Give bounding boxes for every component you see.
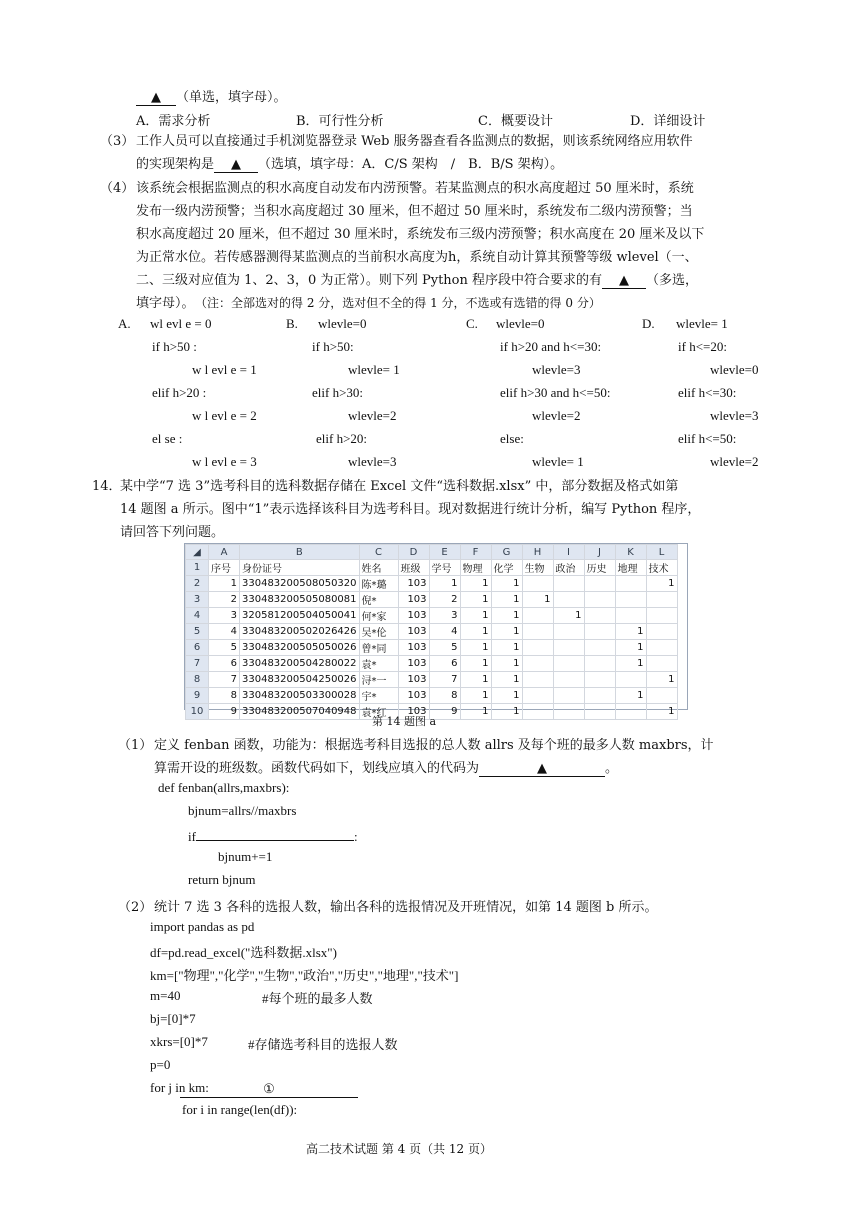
header-cell: 姓名	[359, 560, 398, 576]
header-cell: 政治	[553, 560, 584, 576]
header-cell: 身份证号	[240, 560, 360, 576]
code-line: elif h>20:	[316, 431, 368, 446]
table-cell	[646, 656, 677, 672]
code-line: wlevle=0	[496, 316, 545, 331]
table-cell: 1	[522, 592, 553, 608]
table-cell: 1	[646, 704, 677, 720]
code-line: if h>50 :	[152, 339, 197, 354]
header-row	[186, 560, 678, 576]
row-number: 1	[186, 560, 209, 576]
header-cell: 历史	[584, 560, 615, 576]
sheet-body	[186, 576, 678, 720]
q14-part1-line1: 定义 fenban 函数，功能为：根据选考科目选报的总人数 allrs 及每个班的最多人数 maxbrs，计	[154, 738, 714, 753]
row-number: 9	[186, 688, 209, 704]
table-cell: 浔*一	[359, 672, 398, 688]
table-row	[186, 624, 678, 640]
table-cell: 5	[209, 640, 240, 656]
code-line: elif h<=50:	[678, 431, 737, 446]
table-cell	[522, 576, 553, 592]
table-cell: 2	[209, 592, 240, 608]
code-line: else:	[500, 431, 524, 446]
table-cell	[553, 592, 584, 608]
row-number: 5	[186, 624, 209, 640]
table-cell: 8	[429, 688, 460, 704]
table-cell: 1	[615, 624, 646, 640]
table-cell: 倪*	[359, 592, 398, 608]
code-line: bj=[0]*7	[150, 1011, 196, 1026]
table-cell: 7	[429, 672, 460, 688]
answer-blank[interactable]: ▲	[479, 761, 605, 777]
code-line: elif h>20 :	[152, 385, 207, 400]
table-cell: 1	[491, 624, 522, 640]
code-line: wlevle=3	[532, 362, 581, 377]
q14-line: 请回答下列问题。	[120, 525, 225, 540]
table-cell: 320581200504050041	[240, 608, 360, 624]
table-cell: 1	[460, 656, 491, 672]
code-line: wlevle=2	[710, 454, 759, 469]
column-letter: B	[240, 545, 360, 560]
code-line-if: if :	[188, 826, 358, 845]
q14-number: 14．	[92, 479, 122, 494]
code-line: elif h<=30:	[678, 385, 737, 400]
table-cell: 1	[491, 608, 522, 624]
q13-option-b: B．可行性分析	[296, 114, 384, 129]
q13-part4-number: （4）	[100, 181, 135, 196]
table-cell: 7	[209, 672, 240, 688]
table-cell: 330483200508050320	[240, 576, 360, 592]
code-line: m=40	[150, 988, 181, 1003]
code-line: wlevle=2	[348, 408, 397, 423]
q14-part2-text: 统计 7 选 3 各科的选报人数，输出各科的选报情况及开班情况，如第 14 题图 b 所示。	[154, 900, 658, 915]
table-cell	[584, 656, 615, 672]
table-cell: 103	[398, 608, 429, 624]
table-cell: 3	[209, 608, 240, 624]
table-cell	[646, 608, 677, 624]
row-number: 3	[186, 592, 209, 608]
table-cell	[522, 672, 553, 688]
table-cell: 1	[646, 576, 677, 592]
column-letters-row	[186, 545, 678, 560]
answer-blank[interactable]: ▲	[214, 157, 258, 173]
table-cell	[522, 624, 553, 640]
header-cell: 技术	[646, 560, 677, 576]
code-comment: #每个班的最多人数	[262, 991, 373, 1006]
table-cell: 4	[209, 624, 240, 640]
table-cell: 6	[209, 656, 240, 672]
table-cell: 1	[460, 624, 491, 640]
table-row	[186, 608, 678, 624]
table-cell	[646, 624, 677, 640]
table-cell: 103	[398, 672, 429, 688]
table-row	[186, 656, 678, 672]
column-letter: E	[429, 545, 460, 560]
table-cell	[584, 640, 615, 656]
table-cell: 330483200504280022	[240, 656, 360, 672]
table-cell	[553, 576, 584, 592]
header-cell: 地理	[615, 560, 646, 576]
table-cell: 袁*	[359, 656, 398, 672]
table-cell	[646, 688, 677, 704]
q13-option-c: C．概要设计	[478, 114, 553, 129]
table-cell: 5	[429, 640, 460, 656]
code-line: if h>20 and h<=30:	[500, 339, 602, 354]
column-letter: J	[584, 545, 615, 560]
table-cell: 330483200502026426	[240, 624, 360, 640]
q13-part4-line6: 填字母）。 （注：全部选对的得 2 分，选对但不全的得 1 分，不选或有选错的得 0 分）	[136, 296, 601, 311]
code-line: wlevle=2	[532, 408, 581, 423]
table-cell	[553, 704, 584, 720]
code-line: wl evl e = 0	[150, 316, 212, 331]
q13-part3-line2: 的实现架构是 ▲ （选填，填字母：A．C/S 架构 / B．B/S 架构）。	[136, 157, 564, 172]
table-cell: 103	[398, 640, 429, 656]
corner-cell: ◢	[186, 545, 209, 560]
table-cell: 103	[398, 624, 429, 640]
table-cell: 1	[491, 656, 522, 672]
table-cell: 何*家	[359, 608, 398, 624]
column-letter: K	[615, 545, 646, 560]
table-cell: 1	[460, 688, 491, 704]
code-line: bjnum+=1	[218, 849, 273, 864]
table-cell: 330483200505080081	[240, 592, 360, 608]
table-cell: 曾*同	[359, 640, 398, 656]
table-cell: 1	[491, 672, 522, 688]
table-cell	[584, 608, 615, 624]
row-number: 6	[186, 640, 209, 656]
table-cell	[646, 592, 677, 608]
table-cell: 1	[615, 688, 646, 704]
table-cell: 9	[429, 704, 460, 720]
q13-part4-line: 为正常水位。若传感器测得某监测点的当前积水高度为h，系统自动计算其预警等级 wlevel（一、	[136, 250, 698, 265]
table-cell: 1	[491, 640, 522, 656]
table-cell: 1	[460, 640, 491, 656]
table-cell: 1	[429, 576, 460, 592]
code-line: wlevle=3	[710, 408, 759, 423]
table-cell: 1	[209, 576, 240, 592]
table-cell: 1	[460, 592, 491, 608]
scoring-note: （注：全部选对的得 2 分，选对但不全的得 1 分，不选或有选错的得 0 分）	[201, 296, 601, 310]
q14-part1-line2: 算需开设的班级数。函数代码如下，划线应填入的代码为 ▲ 。	[154, 761, 619, 776]
header-cell: 物理	[460, 560, 491, 576]
table-cell: 103	[398, 592, 429, 608]
code-blank[interactable]	[196, 826, 354, 841]
header-cell: 生物	[522, 560, 553, 576]
header-cell: 班级	[398, 560, 429, 576]
table-cell	[615, 672, 646, 688]
table-row	[186, 640, 678, 656]
page-footer: 高二技术试题 第 4 页（共 12 页）	[306, 1142, 492, 1156]
table-cell	[584, 624, 615, 640]
table-cell: 2	[429, 592, 460, 608]
header-cell: 序号	[209, 560, 240, 576]
table-row	[186, 672, 678, 688]
table-cell: 吴*伦	[359, 624, 398, 640]
code-line: bjnum=allrs//maxbrs	[188, 803, 297, 818]
code-line: return bjnum	[188, 872, 256, 887]
code-line: wlevle= 1	[676, 316, 728, 331]
table-cell	[584, 576, 615, 592]
column-letter: G	[491, 545, 522, 560]
table-cell: 1	[491, 704, 522, 720]
table-cell	[615, 576, 646, 592]
q13-part4-line5: 二、三级对应值为 1、2、3，0 为正常）。则下列 Python 程序段中符合要求的有 ▲ （多选，	[136, 273, 699, 288]
option-a-label: A.	[118, 316, 131, 331]
table-cell: 宇*	[359, 688, 398, 704]
code-blank-1[interactable]: ①	[180, 1081, 358, 1098]
row-number: 4	[186, 608, 209, 624]
table-cell	[615, 608, 646, 624]
q13-option-d: D．详细设计	[630, 114, 706, 129]
table-cell: 6	[429, 656, 460, 672]
table-cell: 1	[615, 640, 646, 656]
header-cell: 学号	[429, 560, 460, 576]
row-number: 2	[186, 576, 209, 592]
table-cell	[522, 640, 553, 656]
code-line: w l evl e = 1	[192, 362, 257, 377]
code-line: w l evl e = 2	[192, 408, 257, 423]
column-letter: L	[646, 545, 677, 560]
answer-blank[interactable]: ▲	[136, 90, 176, 106]
table-cell: 1	[491, 576, 522, 592]
table-cell	[522, 688, 553, 704]
code-line: if h>50:	[312, 339, 354, 354]
code-line: def fenban(allrs,maxbrs):	[158, 780, 290, 795]
column-letter: H	[522, 545, 553, 560]
q14-part1-number: （1）	[118, 738, 153, 753]
code-line: elif h>30 and h<=50:	[500, 385, 611, 400]
code-line: for i in range(len(df)):	[182, 1102, 298, 1117]
table-row	[186, 688, 678, 704]
row-number: 10	[186, 704, 209, 720]
code-line: import pandas as pd	[150, 919, 255, 934]
column-letter: D	[398, 545, 429, 560]
table-cell: 8	[209, 688, 240, 704]
table-cell: 103	[398, 576, 429, 592]
code-line: wlevle= 1	[532, 454, 584, 469]
table-cell	[584, 592, 615, 608]
q13-part3-number: （3）	[100, 134, 135, 149]
table-cell: 3	[429, 608, 460, 624]
code-line: km=["物理","化学","生物","政治","历史","地理","技术"]	[150, 968, 459, 983]
code-line: wlevle=3	[348, 454, 397, 469]
option-d-label: D.	[642, 316, 655, 331]
q13-part4-line: 该系统会根据监测点的积水高度自动发布内涝预警。若某监测点的积水高度超过 50 厘米时，系统	[136, 181, 694, 196]
table-cell	[615, 592, 646, 608]
answer-blank[interactable]: ▲	[602, 273, 646, 289]
table-cell: 1	[460, 672, 491, 688]
code-line: for j in km:	[150, 1080, 209, 1095]
code-comment: #存储选考科目的选报人数	[248, 1037, 398, 1052]
option-b-label: B.	[286, 316, 298, 331]
column-letter: F	[460, 545, 491, 560]
table-cell: 袁*红	[359, 704, 398, 720]
row-number: 7	[186, 656, 209, 672]
table-cell: 330483200505050026	[240, 640, 360, 656]
table-row	[186, 592, 678, 608]
table-cell	[553, 672, 584, 688]
table-cell	[553, 656, 584, 672]
table-cell	[553, 624, 584, 640]
option-c-label: C.	[466, 316, 478, 331]
table-cell	[584, 688, 615, 704]
code-line: df=pd.read_excel("选科数据.xlsx")	[150, 945, 337, 960]
table-row	[186, 576, 678, 592]
code-line: elif h>30:	[312, 385, 364, 400]
q13-part4-line: 发布一级内涝预警；当积水高度超过 30 厘米，但不超过 50 厘米时，系统发布二级内涝预警；当	[136, 204, 693, 219]
code-line: if h<=20:	[678, 339, 727, 354]
row-number: 8	[186, 672, 209, 688]
table-cell: 1	[491, 592, 522, 608]
table-cell: 1	[460, 704, 491, 720]
figure-caption: 第 14 题图 a	[372, 715, 437, 728]
table-cell: 1	[615, 656, 646, 672]
q14-part2-number: （2）	[118, 900, 153, 915]
code-line: xkrs=[0]*7	[150, 1034, 208, 1049]
q13-part3-line1: 工作人员可以直接通过手机浏览器登录 Web 服务器查看各监测点的数据，则该系统网络应用软件	[136, 134, 693, 149]
q13-option-a: A．需求分析	[136, 114, 211, 129]
table-cell	[584, 672, 615, 688]
table-cell	[553, 640, 584, 656]
table-cell	[553, 688, 584, 704]
q14-line: 某中学“7 选 3”选考科目的选科数据存储在 Excel 文件“选科数据.xlsx” 中，部分数据及格式如第	[120, 479, 679, 494]
table-cell	[615, 704, 646, 720]
table-cell: 9	[209, 704, 240, 720]
column-letter: C	[359, 545, 398, 560]
table-cell	[522, 608, 553, 624]
code-line: p=0	[150, 1057, 171, 1072]
code-line: w l evl e = 3	[192, 454, 257, 469]
table-cell: 1	[460, 576, 491, 592]
code-line: wlevle= 1	[348, 362, 400, 377]
table-cell: 103	[398, 704, 429, 720]
q13-part2-tail: ▲ （单选，填字母）。	[136, 86, 287, 106]
table-cell	[522, 656, 553, 672]
spreadsheet-table	[185, 544, 678, 720]
table-cell: 1	[491, 688, 522, 704]
column-letter: I	[553, 545, 584, 560]
code-line: el se :	[152, 431, 183, 446]
column-letter: A	[209, 545, 240, 560]
table-cell: 103	[398, 656, 429, 672]
table-cell: 1	[646, 672, 677, 688]
table-cell	[584, 704, 615, 720]
table-cell	[646, 640, 677, 656]
header-cell: 化学	[491, 560, 522, 576]
table-cell: 103	[398, 688, 429, 704]
table-cell: 1	[460, 608, 491, 624]
table-cell: 330483200504250026	[240, 672, 360, 688]
code-line: wlevle=0	[710, 362, 759, 377]
table-cell: 330483200507040948	[240, 704, 360, 720]
table-cell: 1	[553, 608, 584, 624]
code-line: wlevle=0	[318, 316, 367, 331]
spreadsheet-figure	[184, 543, 688, 719]
table-cell: 4	[429, 624, 460, 640]
table-cell: 陈*璐	[359, 576, 398, 592]
table-cell	[522, 704, 553, 720]
q14-line: 14 题图 a 所示。图中“1”表示选择该科目为选考科目。现对数据进行统计分析，编写 Python 程序，	[120, 502, 701, 517]
q13-part4-line: 积水高度超过 20 厘米，但不超过 30 厘米时，系统发布三级内涝预警；积水高度在 20 厘米及以下	[136, 227, 705, 242]
table-cell: 330483200503300028	[240, 688, 360, 704]
